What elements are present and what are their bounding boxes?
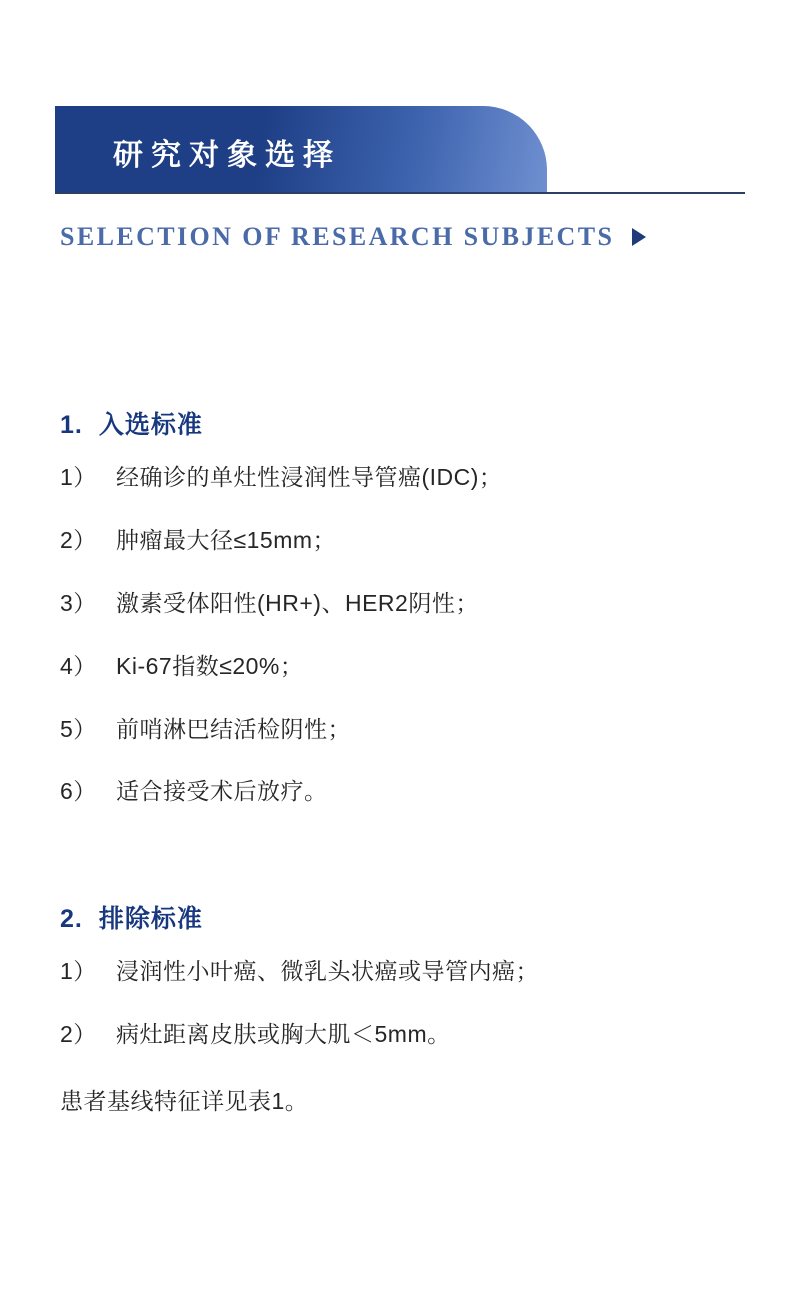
- list-item-text: 前哨淋巴结活检阴性；: [116, 715, 351, 742]
- list-item: [60, 463, 760, 493]
- list-item: [60, 589, 760, 619]
- list-item-text: 适合接受术后放疗。: [116, 778, 328, 805]
- list-item-marker: 1）: [60, 464, 97, 490]
- list-item-marker: 2）: [60, 1021, 97, 1048]
- section-inclusion-criteria: [60, 405, 760, 807]
- list-item-marker: 3）: [60, 589, 97, 616]
- section-number: 2.: [60, 905, 83, 934]
- body-content: [60, 405, 760, 1122]
- list-item-text: Ki-67指数≤20%；: [116, 652, 304, 679]
- page-title: 研究对象选择: [113, 139, 341, 172]
- list-item-text: 肿瘤最大径≤15mm；: [116, 526, 337, 553]
- list-item-text: 经确诊的单灶性浸润性导管癌(IDC)；: [116, 464, 503, 490]
- triangle-right-icon: [632, 228, 646, 246]
- list-item-marker: 6）: [60, 778, 97, 805]
- section-heading: [60, 899, 760, 935]
- list-item: [60, 715, 760, 745]
- closing-note: 患者基线特征详见表1。: [60, 1088, 309, 1115]
- list-item-marker: 5）: [60, 715, 97, 742]
- section-title: 入选标准: [98, 411, 203, 439]
- list-item-text: 浸润性小叶癌、微乳头状癌或导管内癌；: [116, 958, 539, 985]
- list-item: [60, 652, 760, 682]
- list-item: [60, 526, 760, 556]
- list-item-marker: 4）: [60, 652, 97, 679]
- list-item-text: 病灶距离皮肤或胸大肌＜5mm。: [116, 1021, 451, 1048]
- section-title: 排除标准: [98, 905, 203, 934]
- list-item: [60, 1020, 760, 1050]
- header-divider: [55, 192, 745, 194]
- list-item-marker: 2）: [60, 526, 97, 553]
- list-item-marker: 1）: [60, 958, 97, 985]
- list-item-text: 激素受体阳性(HR+)、HER2阴性；: [116, 589, 479, 616]
- banner-shape: [55, 106, 547, 192]
- subtitle-row: [60, 222, 750, 252]
- criteria-list: [60, 463, 760, 807]
- list-item: [60, 777, 760, 807]
- section-heading: [60, 405, 760, 441]
- section-exclusion-criteria: [60, 899, 760, 1116]
- list-item: [60, 957, 760, 987]
- criteria-list: [60, 957, 760, 1050]
- section-number: 1.: [60, 411, 83, 439]
- header-banner: [55, 106, 745, 192]
- subtitle-english: SELECTION OF RESEARCH SUBJECTS: [60, 222, 615, 251]
